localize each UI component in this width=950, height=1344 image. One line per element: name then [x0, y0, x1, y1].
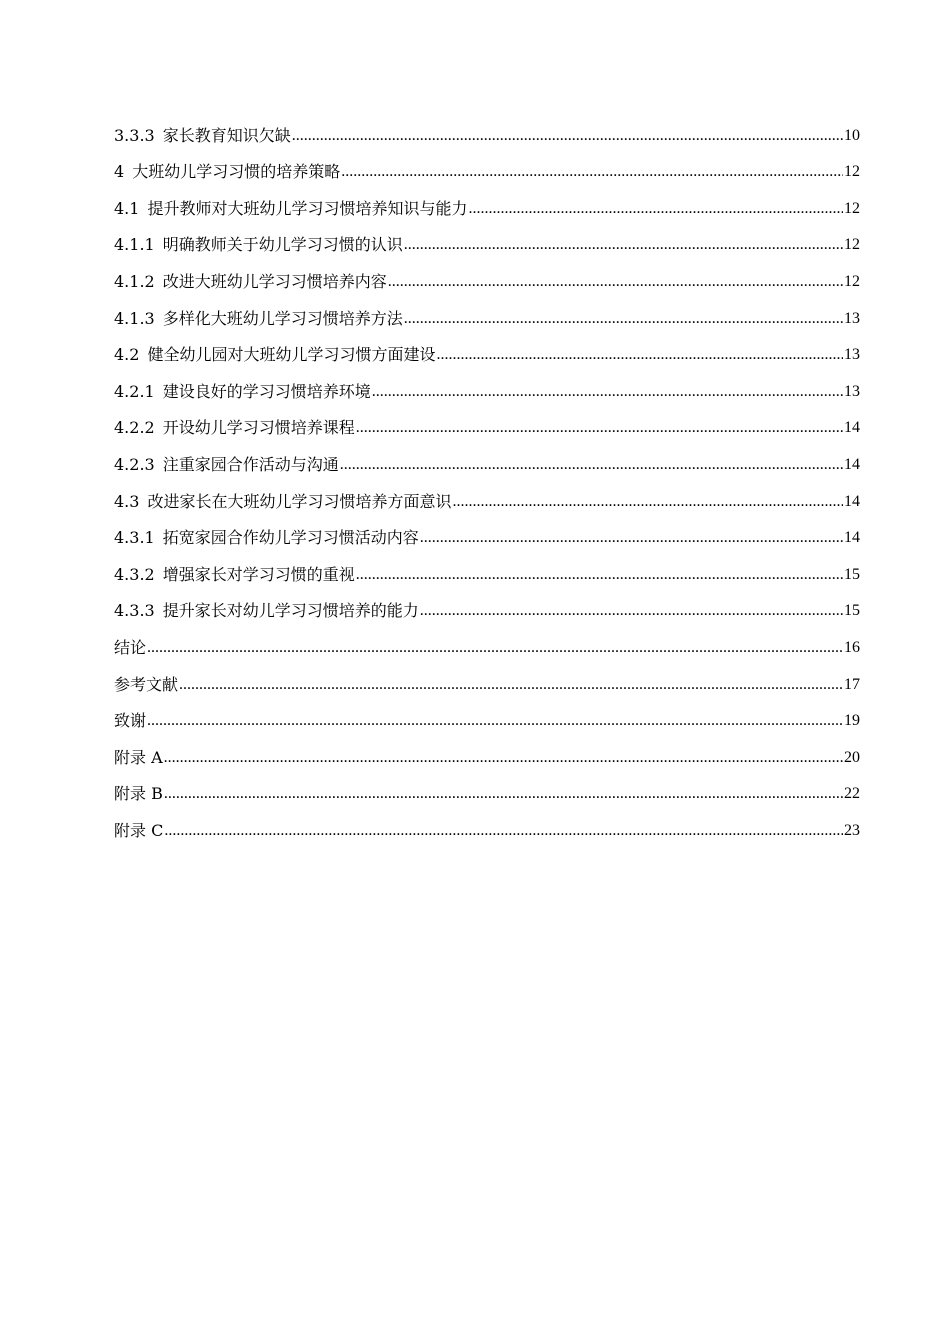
toc-entry[interactable] [114, 109, 860, 146]
toc-entry-text: 附录 B [114, 784, 163, 804]
toc-entry-text: 拓宽家园合作幼儿学习习惯活动内容 [162, 528, 419, 548]
toc-dot-leader [420, 528, 843, 548]
toc-entry-number: 4.2 [114, 345, 140, 365]
toc-entry[interactable] [114, 548, 860, 585]
toc-dot-leader [341, 162, 843, 182]
toc-dot-leader [420, 601, 843, 621]
toc-dot-leader [179, 675, 843, 695]
toc-entry-title [114, 345, 436, 365]
toc-entry[interactable] [114, 768, 860, 805]
toc-entry-number: 4.1.3 [114, 308, 155, 328]
toc-entry[interactable] [114, 402, 860, 439]
toc-dot-leader [164, 821, 843, 841]
toc-entry[interactable] [114, 658, 860, 695]
toc-dot-leader [292, 126, 843, 146]
toc-dot-leader [164, 748, 843, 768]
toc-page-number: 12 [844, 199, 860, 217]
toc-entry-number: 4.3.1 [114, 528, 155, 548]
toc-entry-title [114, 784, 164, 804]
toc-entry-number: 4.1.2 [114, 271, 155, 291]
toc-entry-title [114, 565, 356, 585]
toc-dot-leader [372, 382, 843, 402]
toc-dot-leader [147, 711, 843, 731]
toc-entry-number: 4.1 [114, 198, 140, 218]
toc-entry-text: 明确教师关于幼儿学习习惯的认识 [162, 235, 403, 255]
toc-entry[interactable] [114, 329, 860, 366]
toc-entry-text: 大班幼儿学习习惯的培养策略 [132, 162, 341, 182]
toc-page-number: 12 [844, 236, 860, 254]
toc-entry-text: 家长教育知识欠缺 [162, 125, 291, 145]
toc-entry[interactable] [114, 292, 860, 329]
toc-entry-text: 健全幼儿园对大班幼儿学习习惯方面建设 [147, 345, 436, 365]
toc-page-number: 15 [844, 565, 860, 583]
toc-page-number: 14 [844, 419, 860, 437]
toc-dot-leader [164, 784, 843, 804]
toc-page-number: 23 [844, 821, 860, 839]
toc-entry-title [114, 821, 164, 841]
toc-entry-title [114, 492, 452, 512]
toc-entry-text: 附录 C [114, 820, 164, 840]
toc-entry[interactable] [114, 146, 860, 183]
toc-entry-number: 4.2.3 [114, 454, 155, 474]
toc-page-number: 13 [844, 309, 860, 327]
toc-dot-leader [468, 199, 843, 219]
toc-page-number: 14 [844, 492, 860, 510]
toc-page-number: 12 [844, 163, 860, 181]
toc-entry-text: 结论 [114, 637, 147, 657]
toc-entry-text: 提升教师对大班幼儿学习习惯培养知识与能力 [147, 198, 468, 218]
toc-entry-title [114, 235, 404, 255]
toc-entry-number: 4 [114, 162, 125, 182]
toc-entry[interactable] [114, 695, 860, 732]
toc-entry-title [114, 126, 292, 146]
toc-entry-text: 附录 A [114, 747, 163, 767]
toc-entry[interactable] [114, 182, 860, 219]
toc-entry-text: 建设良好的学习习惯培养环境 [162, 381, 371, 401]
toc-dot-leader [404, 309, 843, 329]
toc-entry[interactable] [114, 585, 860, 622]
toc-entry-number: 4.2.2 [114, 418, 155, 438]
table-of-contents [114, 109, 860, 841]
toc-entry-number: 4.3.2 [114, 564, 155, 584]
toc-dot-leader [356, 418, 843, 438]
toc-entry-text: 致谢 [114, 711, 147, 731]
toc-entry-text: 多样化大班幼儿学习习惯培养方法 [162, 308, 403, 328]
toc-entry-text: 增强家长对学习习惯的重视 [162, 564, 355, 584]
toc-page-number: 13 [844, 346, 860, 364]
toc-dot-leader [147, 638, 843, 658]
toc-page-number: 19 [844, 712, 860, 730]
toc-page-number: 13 [844, 382, 860, 400]
toc-entry-number: 4.2.1 [114, 381, 155, 401]
toc-entry[interactable] [114, 365, 860, 402]
toc-page-number: 10 [844, 126, 860, 144]
toc-entry-title [114, 528, 420, 548]
toc-entry[interactable] [114, 255, 860, 292]
toc-page-number: 22 [844, 785, 860, 803]
toc-entry-number: 3.3.3 [114, 125, 155, 145]
toc-page-number: 15 [844, 602, 860, 620]
toc-entry-title [114, 162, 341, 182]
toc-entry[interactable] [114, 438, 860, 475]
toc-entry-text: 开设幼儿学习习惯培养课程 [162, 418, 355, 438]
toc-entry-title [114, 601, 420, 621]
toc-page-number: 14 [844, 455, 860, 473]
toc-entry-text: 提升家长对幼儿学习习惯培养的能力 [162, 601, 419, 621]
toc-entry[interactable] [114, 731, 860, 768]
toc-entry-text: 改进大班幼儿学习习惯培养内容 [162, 271, 387, 291]
toc-entry-number: 4.1.1 [114, 235, 155, 255]
toc-entry-number: 4.3 [114, 491, 140, 511]
toc-page-number: 14 [844, 529, 860, 547]
toc-entry-title [114, 638, 147, 658]
toc-entry-title [114, 382, 372, 402]
toc-entry-title [114, 455, 340, 475]
toc-entry-title [114, 309, 404, 329]
toc-entry[interactable] [114, 512, 860, 549]
toc-page-number: 16 [844, 638, 860, 656]
toc-page-number: 17 [844, 675, 860, 693]
toc-page-number: 20 [844, 748, 860, 766]
toc-dot-leader [436, 345, 843, 365]
toc-dot-leader [356, 565, 843, 585]
toc-entry-text: 参考文献 [114, 674, 179, 694]
toc-entry[interactable] [114, 804, 860, 841]
toc-entry-title [114, 748, 164, 768]
toc-entry-text: 改进家长在大班幼儿学习习惯培养方面意识 [147, 491, 452, 511]
toc-entry-title [114, 199, 468, 219]
toc-entry-title [114, 675, 179, 695]
toc-entry[interactable] [114, 621, 860, 658]
toc-entry[interactable] [114, 475, 860, 512]
toc-entry-number: 4.3.3 [114, 601, 155, 621]
toc-page-number: 12 [844, 272, 860, 290]
toc-entry-title [114, 272, 388, 292]
toc-entry-title [114, 418, 356, 438]
toc-dot-leader [404, 235, 843, 255]
toc-entry-title [114, 711, 147, 731]
toc-dot-leader [452, 492, 843, 512]
toc-dot-leader [388, 272, 843, 292]
toc-entry-text: 注重家园合作活动与沟通 [162, 454, 339, 474]
toc-dot-leader [340, 455, 843, 475]
toc-entry[interactable] [114, 219, 860, 256]
